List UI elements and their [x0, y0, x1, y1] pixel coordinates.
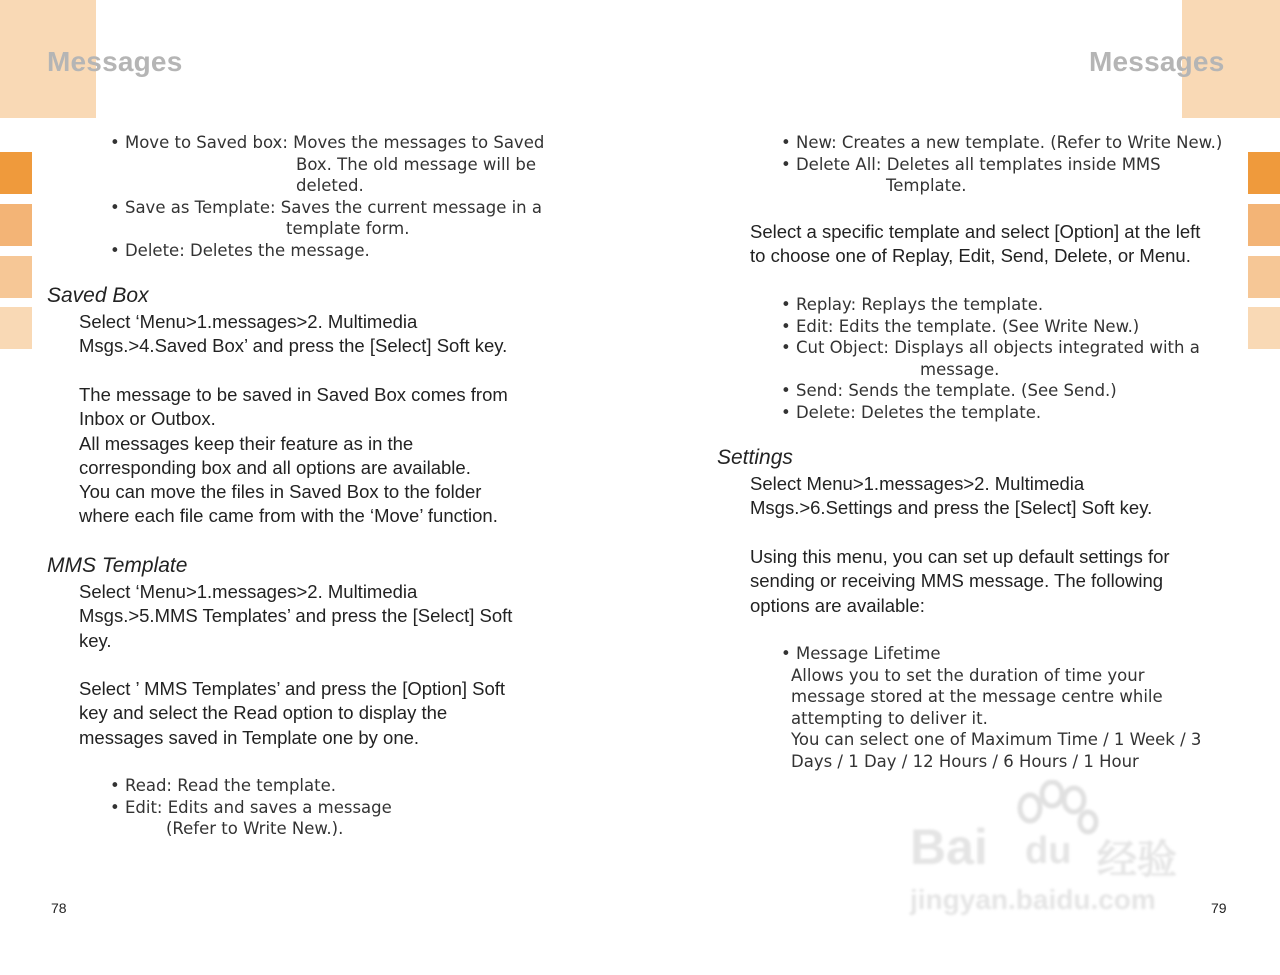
page-number: 78 — [51, 900, 67, 916]
watermark-brand: Bai — [910, 819, 988, 875]
section-title-saved-box: Saved Box — [47, 284, 149, 307]
list-item: • Read: Read the template. — [110, 776, 336, 795]
page-header: Messages — [47, 46, 183, 77]
list-item: • Edit: Edits and saves a message (Refer to Write New.). — [110, 797, 392, 838]
list-item: • Delete: Deletes the message. — [110, 240, 370, 260]
side-tab-2 — [0, 204, 32, 246]
list-item: • Delete: Deletes the template. — [781, 402, 1042, 422]
paragraph: The message to be saved in Saved Box comes from Inbox or Outbox. All messages keep their feature as in the corresponding box and all options are available. You can move the files in Saved Box to the folder where each file came from with the ‘Move’ function. — [79, 384, 508, 527]
side-tab-4 — [1248, 307, 1280, 349]
list-item: • Send: Sends the template. (See Send.) — [781, 381, 1117, 400]
list-item: • Delete All: Deletes all templates inside MMS Template. — [781, 154, 1161, 195]
paragraph: Select a specific template and select [Option] at the left to choose one of Replay, Edit, Send, Delete, or Menu. — [750, 221, 1201, 267]
bullet-list — [110, 775, 580, 840]
list-item: • Move to Saved box: Moves the messages to Saved Box. The old message will be deleted. — [110, 133, 545, 195]
paragraph: Select ’ MMS Templates’ and press the [Option] Soft key and select the Read option to display the messages saved in Template one by one. — [79, 678, 506, 748]
watermark-brand-du: du — [1025, 830, 1072, 872]
bullet-list — [781, 643, 1241, 772]
watermark-url: jingyan.baidu.com — [910, 884, 1156, 915]
baidu-watermark — [905, 780, 1205, 930]
list-item: • Save as Template: Saves the current message in a template form. — [110, 197, 542, 238]
paragraph: Select ‘Menu>1.messages>2. Multimedia Msgs.>4.Saved Box’ and press the [Select] Soft key. — [79, 311, 508, 357]
paragraph: Select ‘Menu>1.messages>2. Multimedia Msgs.>5.MMS Templates’ and press the [Select] Soft key. — [79, 581, 513, 651]
side-tab-4 — [0, 307, 32, 349]
page-header: Messages — [1089, 46, 1225, 77]
list-item: • Edit: Edits the template. (See Write New.) — [781, 316, 1140, 336]
section-title-mms-template: MMS Template — [47, 554, 188, 577]
bullet-list — [781, 132, 1241, 197]
section-title-settings: Settings — [717, 446, 793, 469]
bullet-list — [110, 132, 580, 261]
side-tab-3 — [0, 256, 32, 298]
list-item: • Message Lifetime Allows you to set the duration of time your message stored at the message centre while attempting to deliver it. You can select one of Maximum Time / 1 Week / 3 Days / 1 Day / 12 Hours / 6 Hours / 1 Hour — [781, 644, 1202, 771]
page-number: 79 — [1211, 900, 1227, 916]
list-item: • Replay: Replays the template. — [781, 295, 1044, 314]
watermark-cn: 经验 — [1097, 837, 1177, 883]
paragraph: Select Menu>1.messages>2. Multimedia Msgs.>6.Settings and press the [Select] Soft key. — [750, 473, 1153, 519]
bullet-list — [781, 294, 1241, 423]
side-tab-1 — [1248, 152, 1280, 194]
paragraph: Using this menu, you can set up default settings for sending or receiving MMS message. The following options are available: — [750, 546, 1170, 616]
list-item: • Cut Object: Displays all objects integrated with a message. — [781, 338, 1200, 379]
list-item: • New: Creates a new template. (Refer to Write New.) — [781, 133, 1223, 152]
side-tab-1 — [0, 152, 32, 194]
